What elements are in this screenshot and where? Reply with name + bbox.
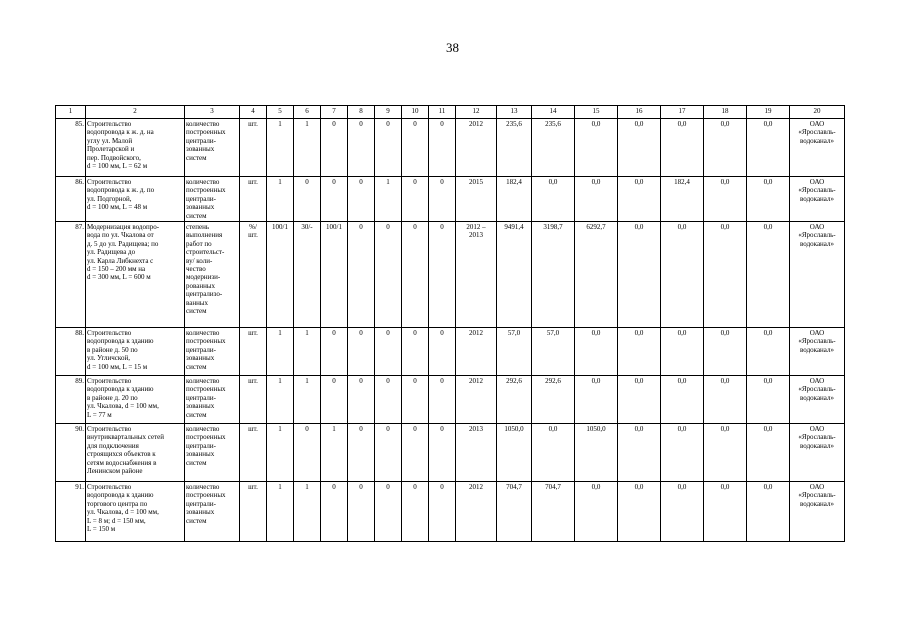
- year-cell: 2012: [456, 328, 497, 376]
- unit-of-measure: шт.: [240, 328, 267, 376]
- column-header: 4: [240, 106, 267, 119]
- value-cell: 0: [429, 328, 456, 376]
- amount-cell: 0,0: [704, 376, 747, 424]
- amount-cell: 6292,7: [575, 222, 618, 328]
- amount-cell: 0,0: [661, 119, 704, 177]
- value-cell: 0: [375, 328, 402, 376]
- value-cell: 0: [402, 119, 429, 177]
- amount-cell: 9491,4: [497, 222, 532, 328]
- table-row: [56, 376, 845, 424]
- indicator-name: количество построенных централи- зованных систем: [185, 328, 240, 376]
- value-cell: 1: [294, 119, 321, 177]
- value-cell: 0: [375, 482, 402, 542]
- indicator-name: количество построенных централи- зованных систем: [185, 424, 240, 482]
- column-header: 18: [704, 106, 747, 119]
- value-cell: 0: [321, 482, 348, 542]
- value-cell: 0: [429, 222, 456, 328]
- column-header: 6: [294, 106, 321, 119]
- value-cell: 0: [375, 119, 402, 177]
- value-cell: 1: [294, 376, 321, 424]
- amount-cell: 0,0: [575, 482, 618, 542]
- column-header: 7: [321, 106, 348, 119]
- year-cell: 2012: [456, 376, 497, 424]
- amount-cell: 0,0: [704, 119, 747, 177]
- amount-cell: 0,0: [618, 424, 661, 482]
- row-number: 90.: [56, 424, 86, 482]
- column-header: 2: [86, 106, 185, 119]
- value-cell: 0: [402, 328, 429, 376]
- amount-cell: 0,0: [618, 177, 661, 222]
- organization-cell: ОАО «Ярославль- водоканал»: [790, 222, 845, 328]
- indicator-name: количество построенных централи- зованных систем: [185, 482, 240, 542]
- unit-of-measure: шт.: [240, 177, 267, 222]
- organization-cell: ОАО «Ярославль- водоканал»: [790, 119, 845, 177]
- data-table: [55, 105, 845, 542]
- amount-cell: 0,0: [532, 424, 575, 482]
- year-cell: 2012: [456, 482, 497, 542]
- amount-cell: 0,0: [575, 119, 618, 177]
- unit-of-measure: %/ шт.: [240, 222, 267, 328]
- value-cell: 1: [267, 482, 294, 542]
- amount-cell: 0,0: [704, 424, 747, 482]
- value-cell: 0: [375, 222, 402, 328]
- amount-cell: 0,0: [747, 482, 790, 542]
- amount-cell: 292,6: [497, 376, 532, 424]
- table-row: [56, 424, 845, 482]
- value-cell: 30/-: [294, 222, 321, 328]
- amount-cell: 0,0: [704, 328, 747, 376]
- value-cell: 0: [429, 424, 456, 482]
- value-cell: 0: [348, 424, 375, 482]
- value-cell: 0: [402, 177, 429, 222]
- amount-cell: 0,0: [747, 119, 790, 177]
- work-description: Строительство водопровода к зданию торгового центра по ул. Чкалова, d = 100 мм, L = 8 м; d = 150 мм, L = 150 м: [86, 482, 185, 542]
- indicator-name: количество построенных централи- зованных систем: [185, 177, 240, 222]
- row-number: 85.: [56, 119, 86, 177]
- amount-cell: 182,4: [661, 177, 704, 222]
- value-cell: 0: [402, 424, 429, 482]
- amount-cell: 0,0: [575, 177, 618, 222]
- amount-cell: 3198,7: [532, 222, 575, 328]
- value-cell: 0: [348, 376, 375, 424]
- value-cell: 0: [348, 222, 375, 328]
- amount-cell: 0,0: [747, 177, 790, 222]
- row-number: 87.: [56, 222, 86, 328]
- amount-cell: 0,0: [747, 328, 790, 376]
- value-cell: 0: [321, 328, 348, 376]
- amount-cell: 0,0: [747, 424, 790, 482]
- amount-cell: 704,7: [497, 482, 532, 542]
- organization-cell: ОАО «Ярославль- водоканал»: [790, 424, 845, 482]
- amount-cell: 0,0: [661, 482, 704, 542]
- amount-cell: 0,0: [618, 376, 661, 424]
- column-header: 12: [456, 106, 497, 119]
- work-description: Строительство внутриквартальных сетей для подключения строящихся объектов к сетям водоснабжения в Ленинском районе: [86, 424, 185, 482]
- value-cell: 0: [321, 177, 348, 222]
- value-cell: 0: [321, 119, 348, 177]
- value-cell: 1: [321, 424, 348, 482]
- table-header-row: [56, 106, 845, 119]
- table-row: [56, 177, 845, 222]
- row-number: 91.: [56, 482, 86, 542]
- amount-cell: 0,0: [618, 222, 661, 328]
- column-header: 13: [497, 106, 532, 119]
- amount-cell: 704,7: [532, 482, 575, 542]
- amount-cell: 182,4: [497, 177, 532, 222]
- indicator-name: степень выполнения работ по строительст- ву/ коли- чество модернизи- рованных централизо- ванных систем: [185, 222, 240, 328]
- value-cell: 0: [348, 482, 375, 542]
- amount-cell: 57,0: [532, 328, 575, 376]
- amount-cell: 0,0: [704, 482, 747, 542]
- column-header: 3: [185, 106, 240, 119]
- value-cell: 0: [348, 119, 375, 177]
- work-description: Строительство водопровода к зданию в районе д. 20 по ул. Чкалова, d = 100 мм, L = 77 м: [86, 376, 185, 424]
- amount-cell: 0,0: [661, 424, 704, 482]
- value-cell: 0: [429, 482, 456, 542]
- value-cell: 0: [402, 376, 429, 424]
- value-cell: 0: [294, 424, 321, 482]
- amount-cell: 0,0: [618, 482, 661, 542]
- value-cell: 1: [267, 376, 294, 424]
- amount-cell: 0,0: [661, 376, 704, 424]
- amount-cell: 57,0: [497, 328, 532, 376]
- column-header: 16: [618, 106, 661, 119]
- value-cell: 0: [348, 177, 375, 222]
- row-number: 89.: [56, 376, 86, 424]
- indicator-name: количество построенных централи- зованных систем: [185, 376, 240, 424]
- year-cell: 2013: [456, 424, 497, 482]
- year-cell: 2012: [456, 119, 497, 177]
- row-number: 86.: [56, 177, 86, 222]
- work-description: Строительство водопровода к ж. д. по ул. Подгорной, d = 100 мм, L = 48 м: [86, 177, 185, 222]
- column-header: 15: [575, 106, 618, 119]
- amount-cell: 1050,0: [497, 424, 532, 482]
- table-row: [56, 119, 845, 177]
- value-cell: 0: [321, 376, 348, 424]
- page-number: 38: [446, 40, 459, 55]
- column-header: 20: [790, 106, 845, 119]
- column-header: 11: [429, 106, 456, 119]
- work-description: Строительство водопровода к зданию в районе д. 50 по ул. Угличской, d = 100 мм, L = 15 м: [86, 328, 185, 376]
- amount-cell: 235,6: [497, 119, 532, 177]
- value-cell: 0: [402, 482, 429, 542]
- column-header: 14: [532, 106, 575, 119]
- year-cell: 2015: [456, 177, 497, 222]
- value-cell: 0: [294, 177, 321, 222]
- column-header: 5: [267, 106, 294, 119]
- amount-cell: 0,0: [747, 222, 790, 328]
- value-cell: 1: [267, 177, 294, 222]
- organization-cell: ОАО «Ярославль- водоканал»: [790, 482, 845, 542]
- year-cell: 2012 – 2013: [456, 222, 497, 328]
- value-cell: 0: [429, 376, 456, 424]
- value-cell: 1: [294, 482, 321, 542]
- indicator-name: количество построенных централи- зованных систем: [185, 119, 240, 177]
- value-cell: 1: [267, 328, 294, 376]
- column-header: 9: [375, 106, 402, 119]
- amount-cell: 0,0: [661, 328, 704, 376]
- amount-cell: 0,0: [575, 376, 618, 424]
- amount-cell: 0,0: [575, 328, 618, 376]
- organization-cell: ОАО «Ярославль- водоканал»: [790, 328, 845, 376]
- value-cell: 1: [267, 119, 294, 177]
- amount-cell: 0,0: [618, 328, 661, 376]
- work-description: Строительство водопровода к ж. д. на углу ул. Малой Пролетарской и пер. Подвойского, d = 100 мм, L = 62 м: [86, 119, 185, 177]
- column-header: 10: [402, 106, 429, 119]
- value-cell: 1: [294, 328, 321, 376]
- table-row: [56, 482, 845, 542]
- row-number: 88.: [56, 328, 86, 376]
- organization-cell: ОАО «Ярославль- водоканал»: [790, 376, 845, 424]
- value-cell: 0: [429, 177, 456, 222]
- value-cell: 0: [429, 119, 456, 177]
- value-cell: 1: [375, 177, 402, 222]
- amount-cell: 0,0: [532, 177, 575, 222]
- unit-of-measure: шт.: [240, 376, 267, 424]
- column-header: 8: [348, 106, 375, 119]
- column-header: 17: [661, 106, 704, 119]
- amount-cell: 0,0: [618, 119, 661, 177]
- value-cell: 0: [375, 376, 402, 424]
- value-cell: 0: [375, 424, 402, 482]
- value-cell: 100/1: [267, 222, 294, 328]
- amount-cell: 292,6: [532, 376, 575, 424]
- table-row: [56, 328, 845, 376]
- unit-of-measure: шт.: [240, 119, 267, 177]
- column-header: 19: [747, 106, 790, 119]
- amount-cell: 1050,0: [575, 424, 618, 482]
- amount-cell: 0,0: [704, 222, 747, 328]
- value-cell: 100/1: [321, 222, 348, 328]
- amount-cell: 0,0: [704, 177, 747, 222]
- amount-cell: 0,0: [747, 376, 790, 424]
- value-cell: 0: [402, 222, 429, 328]
- unit-of-measure: шт.: [240, 424, 267, 482]
- table-row: [56, 222, 845, 328]
- value-cell: 0: [348, 328, 375, 376]
- organization-cell: ОАО «Ярославль- водоканал»: [790, 177, 845, 222]
- unit-of-measure: шт.: [240, 482, 267, 542]
- column-header: 1: [56, 106, 86, 119]
- amount-cell: 235,6: [532, 119, 575, 177]
- amount-cell: 0,0: [661, 222, 704, 328]
- work-description: Модернизация водопро- вода по ул. Чкалова от д. 5 до ул. Радищева; по ул. Радищева до ул. Карла Либкнехта с d = 150 – 200 мм на d = 300 мм, L = 600 м: [86, 222, 185, 328]
- value-cell: 1: [267, 424, 294, 482]
